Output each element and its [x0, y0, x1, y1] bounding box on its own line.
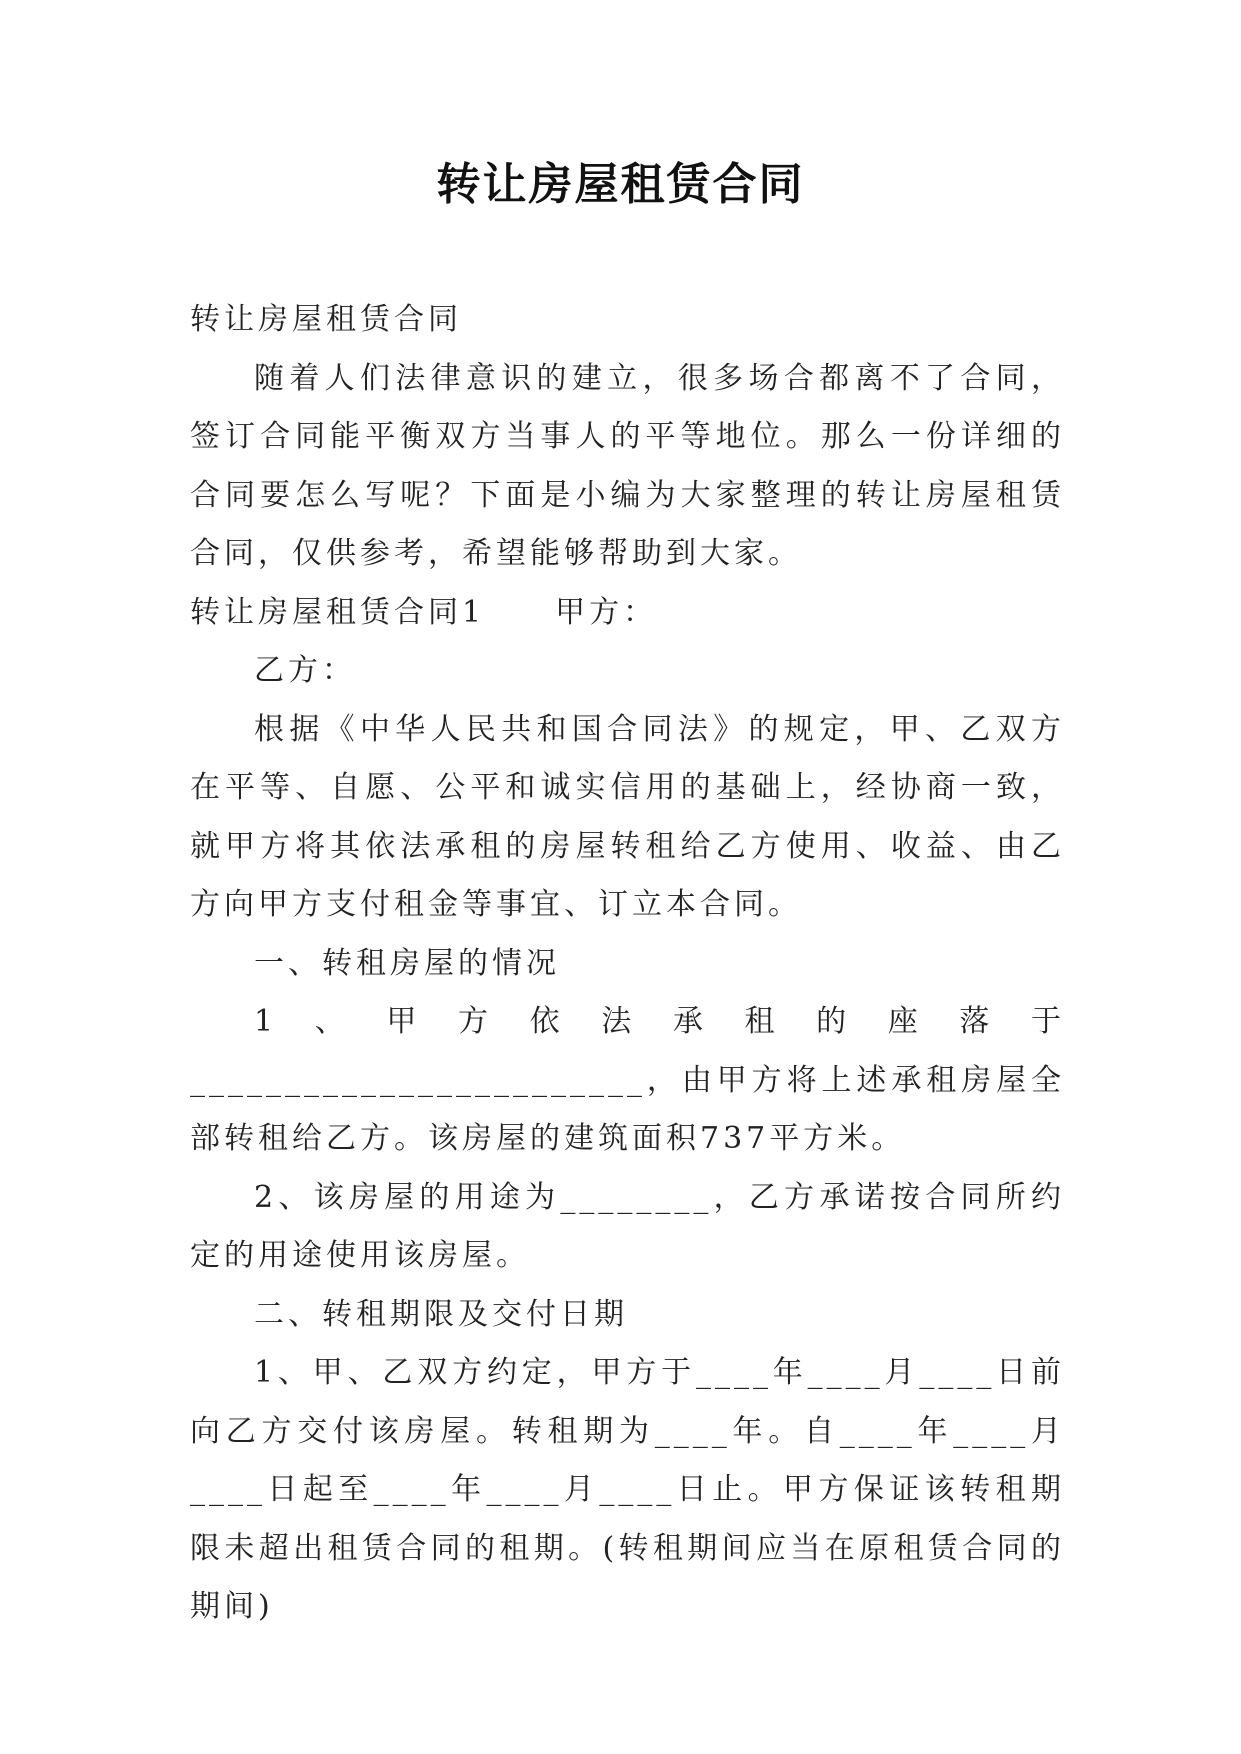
- section-one-heading: 一、转租房屋的情况: [254, 945, 560, 981]
- document-body: [190, 291, 1065, 1637]
- intro-paragraph: 随着人们法律意识的建立，很多场合都离不了合同，签订合同能平衡双方当事人的平等地位。那么一份详细的合同要怎么写呢？下面是小编为大家整理的转让房屋租赁合同，仅供参考，希望能够帮助到大家。: [190, 360, 1065, 571]
- contract-heading-label: 转让房屋租赁合同1: [190, 594, 486, 630]
- contract-heading-line: [190, 584, 1065, 643]
- clause-2-1-paragraph: 1、甲、乙双方约定，甲方于____年____月____日前向乙方交付该房屋。转租期为____年。自____年____月____日起至____年____月____日止。甲方保证该转租期限未超出租赁合同的租期。(转租期间应当在原租赁合同的期间): [190, 1355, 1065, 1624]
- section-two-heading: 二、转租期限及交付日期: [254, 1296, 628, 1332]
- basis-paragraph: 根据《中华人民共和国合同法》的规定，甲、乙双方在平等、自愿、公平和诚实信用的基础上，经协商一致，就甲方将其依法承租的房屋转租给乙方使用、收益、由乙方向甲方支付租金等事宜、订立本合同。: [190, 711, 1065, 922]
- clause-1-1-paragraph: 1、甲方依法承租的座落于________________________，由甲方将上述承租房屋全部转租给乙方。该房屋的建筑面积737平方米。: [190, 1004, 1065, 1156]
- clause-1-2-paragraph: 2、该房屋的用途为________，乙方承诺按合同所约定的用途使用该房屋。: [190, 1179, 1065, 1273]
- subtitle-paragraph: 转让房屋租赁合同: [190, 302, 462, 337]
- party-b-paragraph: 乙方：: [254, 653, 356, 688]
- party-a-label: 甲方：: [555, 594, 658, 630]
- document-title: 转让房屋租赁合同: [436, 159, 805, 210]
